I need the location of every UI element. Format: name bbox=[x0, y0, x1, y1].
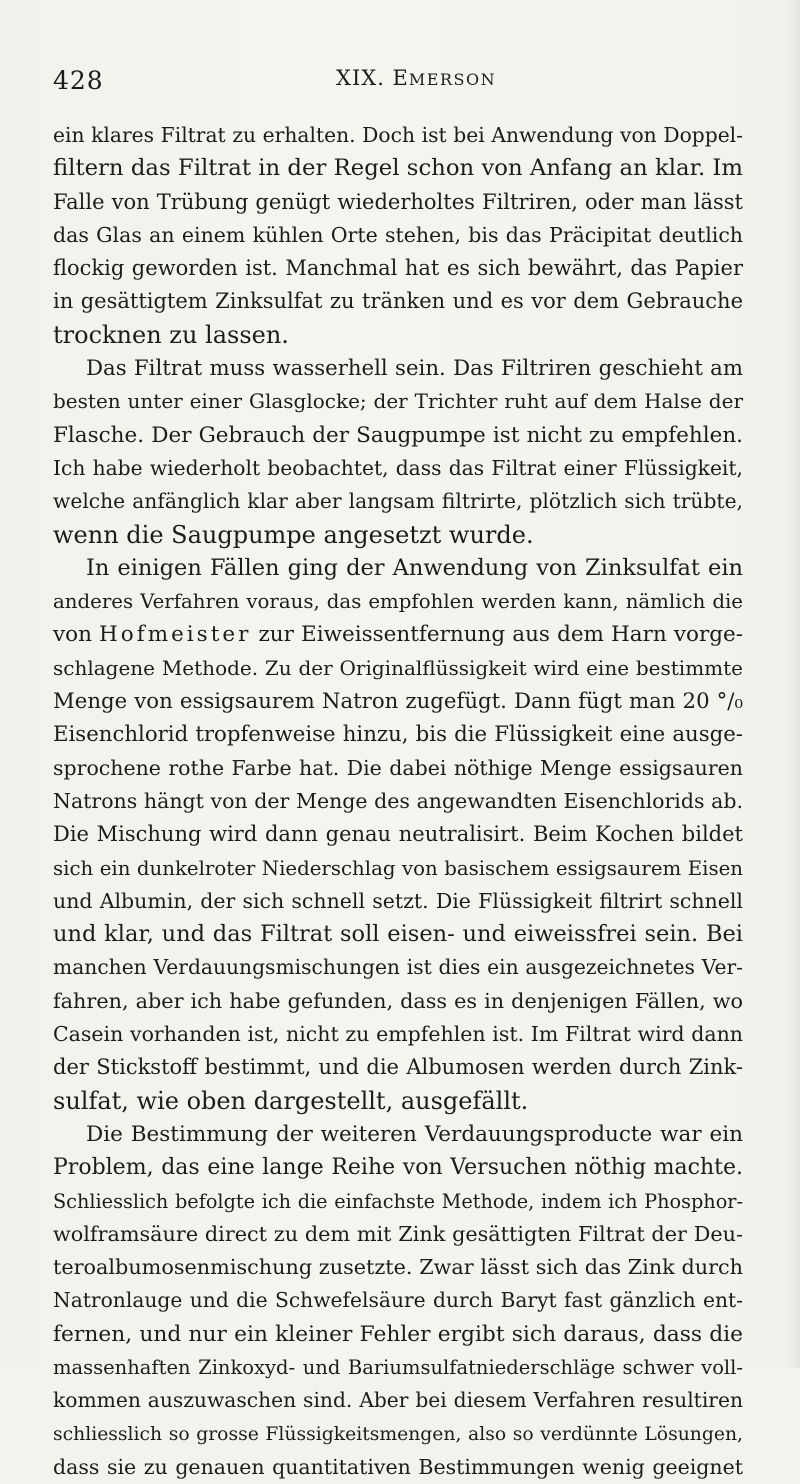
text-line: ein klares Filtrat zu erhalten. Doch ist bei Anwendung von Doppel- bbox=[53, 123, 743, 147]
body-text bbox=[53, 119, 743, 1484]
page-header bbox=[53, 66, 743, 102]
text-line: Eisenchlorid tropfenweise hinzu, bis die Flüssigkeit eine ausge- bbox=[53, 722, 743, 748]
text-line: besten unter einer Glasglocke; der Trichter ruht auf dem Halse der bbox=[53, 389, 743, 414]
text-line: in gesättigtem Zinksulfat zu tränken und es vor dem Gebrauche bbox=[53, 289, 743, 314]
text-line: manchen Verdauungsmischungen ist dies ein ausgezeichnetes Ver- bbox=[53, 955, 743, 980]
text-line: wenn die Saugpumpe angesetzt wurde. bbox=[53, 520, 534, 549]
line-prefix: von bbox=[53, 622, 92, 648]
text-line: der Stickstoff bestimmt, und die Albumosen werden durch Zink- bbox=[53, 1055, 743, 1080]
text-line: fahren, aber ich habe gefunden, dass es in denjenigen Fällen, wo bbox=[53, 988, 743, 1013]
text-line: filtern das Filtrat in der Regel schon von Anfang an klar. Im bbox=[53, 155, 743, 182]
text-line: fernen, und nur ein kleiner Fehler ergibt sich daraus, dass die bbox=[53, 1321, 743, 1347]
text-line: Casein vorhanden ist, nicht zu empfehlen ist. Im Filtrat wird dann bbox=[53, 1022, 743, 1047]
page-edge-shadow bbox=[786, 0, 800, 1368]
page-number: 428 bbox=[53, 66, 104, 95]
text-line: dass sie zu genauen quantitativen Bestimmungen wenig geeignet bbox=[53, 1454, 743, 1479]
text-line: Die Bestimmung der weiteren Verdauungsproducte war ein bbox=[86, 1121, 743, 1147]
text-line: Flasche. Der Gebrauch der Saugpumpe ist nicht zu empfehlen. bbox=[53, 422, 743, 448]
person-name: Hofmeister bbox=[99, 622, 252, 648]
text-line: Natronlauge und die Schwefelsäure durch Baryt fast gänzlich ent- bbox=[53, 1288, 743, 1313]
text-line: Ich habe wiederholt beobachtet, dass das Filtrat einer Flüssigkeit, bbox=[53, 455, 743, 480]
text-line: wolframsäure direct zu dem mit Zink gesättigten Filtrat der Deu- bbox=[53, 1221, 743, 1246]
text-line: sulfat, wie oben dargestellt, ausgefällt. bbox=[53, 1086, 529, 1115]
text-line: Natrons hängt von der Menge des angewandten Eisenchlorids ab. bbox=[53, 788, 743, 813]
running-head bbox=[336, 66, 496, 90]
running-head-prefix: XIX. E bbox=[336, 66, 409, 90]
text-line: sprochene rothe Farbe hat. Die dabei nöthige Menge essigsauren bbox=[53, 755, 743, 780]
text-line: Schliesslich befolgte ich die einfachste Methode, indem ich Phosphor- bbox=[53, 1189, 743, 1213]
text-line: schlagene Methode. Zu der Originalflüssigkeit wird eine bestimmte bbox=[53, 655, 743, 680]
text-line bbox=[53, 618, 743, 651]
text-line: kommen auszuwaschen sind. Aber bei diesem Verfahren resultiren bbox=[53, 1388, 743, 1413]
text-line: massenhaften Zinkoxyd- und Bariumsulfatniederschläge schwer voll- bbox=[53, 1355, 743, 1379]
text-line: Die Mischung wird dann genau neutralisirt. Beim Kochen bildet bbox=[53, 822, 743, 847]
running-head-smallcaps: MERSON bbox=[408, 70, 497, 89]
text-line: Problem, das eine lange Reihe von Versuchen nöthig machte. bbox=[53, 1155, 743, 1181]
text-line: und klar, und das Filtrat soll eisen- und eiweissfrei sein. Bei bbox=[53, 921, 743, 948]
text-line: Das Filtrat muss wasserhell sein. Das Filtriren geschieht am bbox=[86, 356, 743, 382]
text-line: teroalbumosenmischung zusetzte. Zwar lässt sich das Zink durch bbox=[53, 1255, 743, 1280]
text-line: In einigen Fällen ging der Anwendung von Zinksulfat ein bbox=[86, 554, 743, 581]
text-line: trocknen zu lassen. bbox=[53, 320, 289, 349]
line-remainder: zur Eiweissentfernung aus dem Harn vorge- bbox=[258, 622, 743, 648]
text-line: Falle von Trübung genügt wiederholtes Filtriren, oder man lässt bbox=[53, 189, 743, 214]
text-line: das Glas an einem kühlen Orte stehen, bis das Präcipitat deutlich bbox=[53, 222, 743, 247]
text-line: schliesslich so grosse Flüssigkeitsmengen, also so verdünnte Lösungen, bbox=[53, 1423, 743, 1445]
text-line: welche anfänglich klar aber langsam filtrirte, plötzlich sich trübte, bbox=[53, 489, 743, 514]
text-line: flockig geworden ist. Manchmal hat es sich bewährt, das Papier bbox=[53, 256, 743, 281]
text-line: anderes Verfahren voraus, das empfohlen werden kann, nämlich die bbox=[53, 590, 743, 614]
text-line: Menge von essigsaurem Natron zugefügt. Dann fügt man 20 °/₀ bbox=[53, 689, 743, 715]
text-line: und Albumin, der sich schnell setzt. Die Flüssigkeit filtrirt schnell bbox=[53, 888, 743, 913]
text-line: sich ein dunkelroter Niederschlag von basischem essigsaurem Eisen bbox=[53, 856, 743, 880]
